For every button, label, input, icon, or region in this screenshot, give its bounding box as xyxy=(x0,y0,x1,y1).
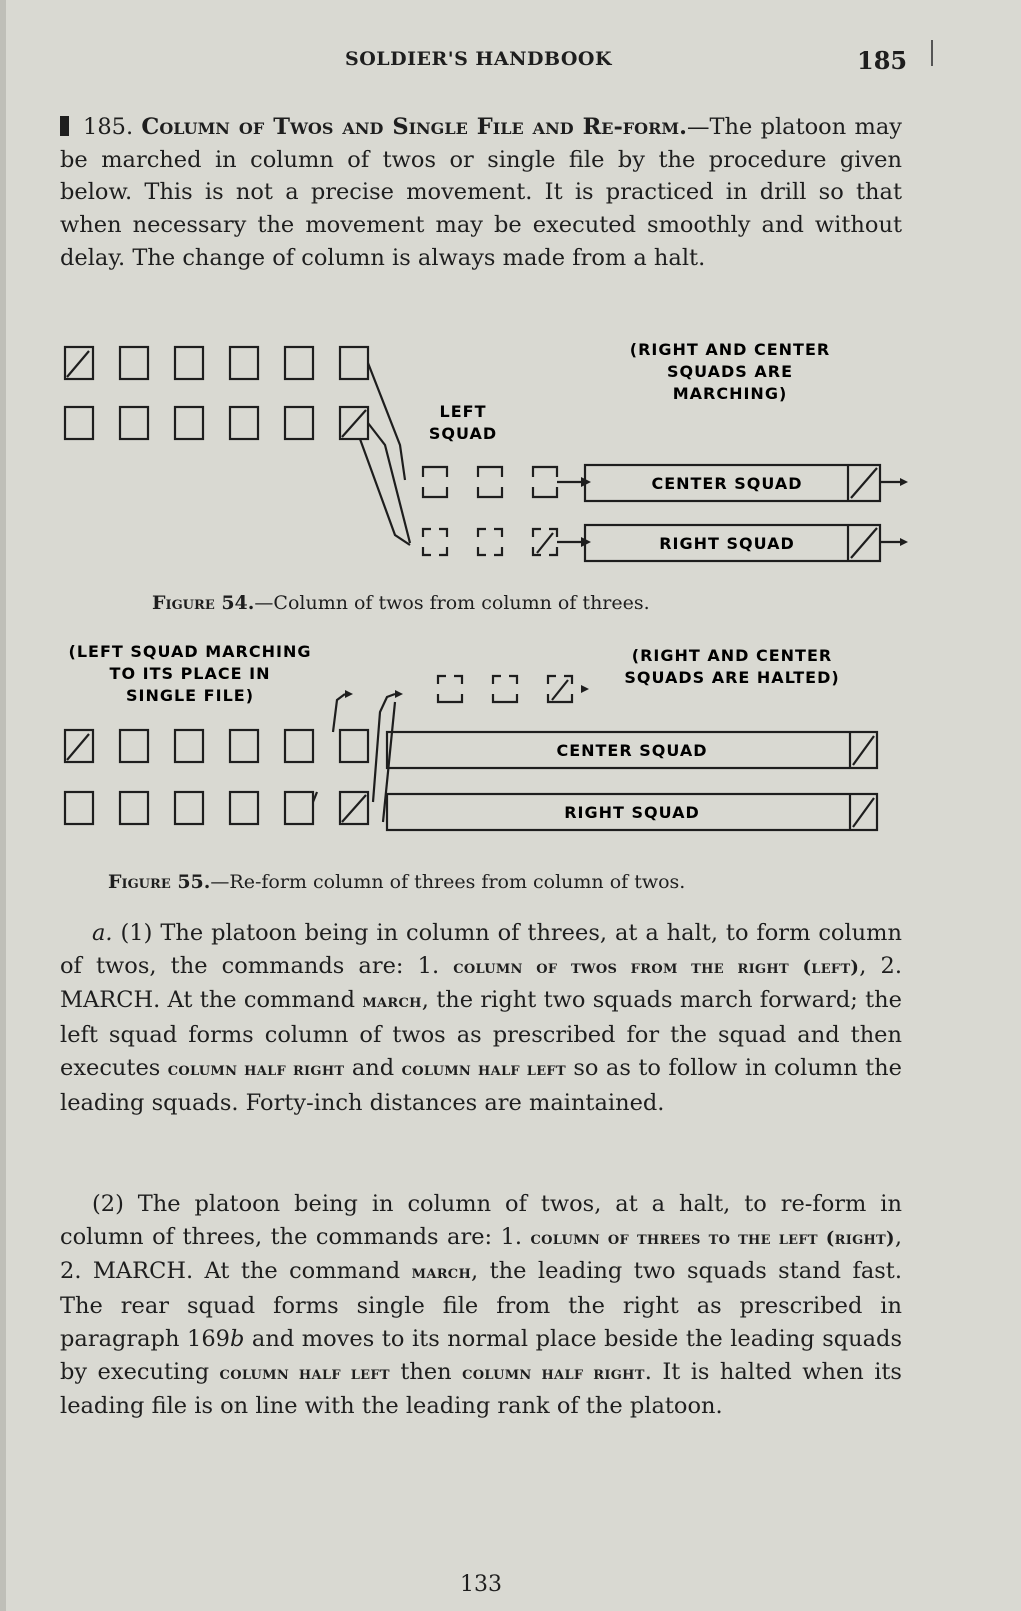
soldier-mark xyxy=(230,730,258,762)
para-a2-text-5: then xyxy=(389,1358,463,1385)
soldier-mark xyxy=(340,730,368,762)
fig55-label-right-1: (RIGHT AND CENTER xyxy=(631,646,833,665)
fig55-label-left-3: SINGLE FILE) xyxy=(125,686,255,705)
para-a1-text-4: and xyxy=(344,1054,402,1081)
page-edge-shadow xyxy=(0,0,6,1611)
command-column-half-left: column half left xyxy=(401,1058,566,1080)
soldier-mark xyxy=(285,730,313,762)
march-path xyxy=(383,702,395,822)
soldier-mark xyxy=(120,730,148,762)
figure-55-caption-label: Figure 55. xyxy=(108,871,211,893)
para-a1-text-1: (1) The platoon being in column of threes, at a halt, to form column of twos, the commands are: 1. xyxy=(60,920,902,979)
command-column-half-right: column half right xyxy=(462,1362,645,1384)
command-column-half-right: column half right xyxy=(167,1058,345,1080)
figure-54-caption-text: —Column of twos from column of threes. xyxy=(254,592,650,614)
soldier-mark xyxy=(230,792,258,824)
section-185-intro xyxy=(60,111,902,275)
para-a2-subref: b xyxy=(229,1325,245,1352)
command-march: march xyxy=(411,1262,472,1284)
command-column-of-twos: column of twos from the right (left) xyxy=(453,956,860,978)
soldier-mark xyxy=(120,347,148,379)
paragraph-a-1 xyxy=(60,917,902,1119)
para-a1-text-5: so as to follow in column the leading squads. Forty-inch distances are maintained. xyxy=(60,1054,902,1116)
running-head-title: SOLDIER'S HANDBOOK xyxy=(345,48,612,70)
figure-54-caption xyxy=(152,592,650,614)
footer-page-number: 133 xyxy=(460,1572,502,1597)
soldier-mark xyxy=(175,407,203,439)
figure-54 xyxy=(55,335,910,585)
figure-54-caption-label: Figure 54. xyxy=(152,592,255,614)
march-path xyxy=(368,423,410,543)
fig54-label-left-2: SQUAD xyxy=(428,424,498,443)
section-number: 185. xyxy=(83,114,134,140)
soldier-mark xyxy=(175,730,203,762)
figure-54-diagram xyxy=(55,335,910,585)
fig55-right-squad-label: RIGHT SQUAD xyxy=(564,803,700,822)
soldier-mark xyxy=(230,347,258,379)
figure-55-diagram xyxy=(55,642,910,867)
march-path xyxy=(373,694,395,802)
soldier-mark xyxy=(230,407,258,439)
para-a2-text-2: , 2. MARCH. At the command xyxy=(60,1223,903,1285)
running-head-page-number: 185 xyxy=(857,46,908,75)
para-a2-text-3: , the leading two squads stand fast. The rear squad forms single file from the right as prescribed in paragraph 169 xyxy=(60,1258,902,1352)
soldier-mark xyxy=(175,792,203,824)
para-a2-text-4: and moves to its normal place beside the leading squads by executing xyxy=(60,1325,902,1385)
section-title: Column of Twos and Single File and Re-form. xyxy=(141,114,687,140)
figure-55 xyxy=(55,642,910,867)
soldier-mark xyxy=(285,347,313,379)
fig55-label-right-2: SQUADS ARE HALTED) xyxy=(624,668,840,687)
fig54-label-right-center-3: MARCHING) xyxy=(672,384,788,403)
fig54-label-left-1: LEFT xyxy=(439,402,487,421)
fig55-label-left-2: TO ITS PLACE IN xyxy=(109,664,271,683)
section-intro-text: —The platoon may be marched in column of twos or single file by the procedure given below. This is not a precise movement. It is practiced in drill so that when necessary the movement may be executed smoothly and without delay. The change of column is always made from a halt. xyxy=(60,114,902,271)
fig54-label-right-center-2: SQUADS ARE xyxy=(666,362,794,381)
para-a1-text-2: , 2. MARCH. At the command xyxy=(60,952,902,1014)
margin-mark xyxy=(931,40,933,66)
soldier-mark xyxy=(65,792,93,824)
figure-55-caption xyxy=(108,871,685,893)
fig55-center-squad-label: CENTER SQUAD xyxy=(556,741,708,760)
figure-55-caption-text: —Re-form column of threes from column of twos. xyxy=(210,871,686,893)
para-a2-text-6: . It is halted when its leading file is on line with the leading rank of the platoon. xyxy=(60,1358,902,1420)
command-column-half-left: column half left xyxy=(219,1362,390,1384)
para-a2-text-1: (2) The platoon being in column of twos, at a halt, to re-form in column of threes, the commands are: 1. xyxy=(60,1191,902,1250)
soldier-mark xyxy=(175,347,203,379)
soldier-mark xyxy=(285,407,313,439)
march-path xyxy=(368,363,405,480)
command-march: march xyxy=(362,991,422,1013)
soldier-mark xyxy=(65,407,93,439)
fig54-center-squad-label: CENTER SQUAD xyxy=(651,474,803,493)
soldier-mark xyxy=(120,792,148,824)
para-a-letter: a. xyxy=(92,920,113,946)
para-a1-text-3: , the right two squads march forward; the left squad forms column of twos as prescribed for the squad and then executes xyxy=(60,987,902,1081)
march-path xyxy=(333,694,345,732)
soldier-mark xyxy=(120,407,148,439)
fig55-label-left-1: (LEFT SQUAD MARCHING xyxy=(68,642,312,661)
section-bullet-icon xyxy=(60,116,69,136)
soldier-mark xyxy=(340,347,368,379)
paragraph-a-2 xyxy=(60,1188,902,1423)
fig54-label-right-center-1: (RIGHT AND CENTER xyxy=(629,340,831,359)
soldier-mark xyxy=(285,792,313,824)
command-column-of-threes: column of threes to the left (right) xyxy=(530,1227,895,1249)
fig54-right-squad-label: RIGHT SQUAD xyxy=(659,534,795,553)
